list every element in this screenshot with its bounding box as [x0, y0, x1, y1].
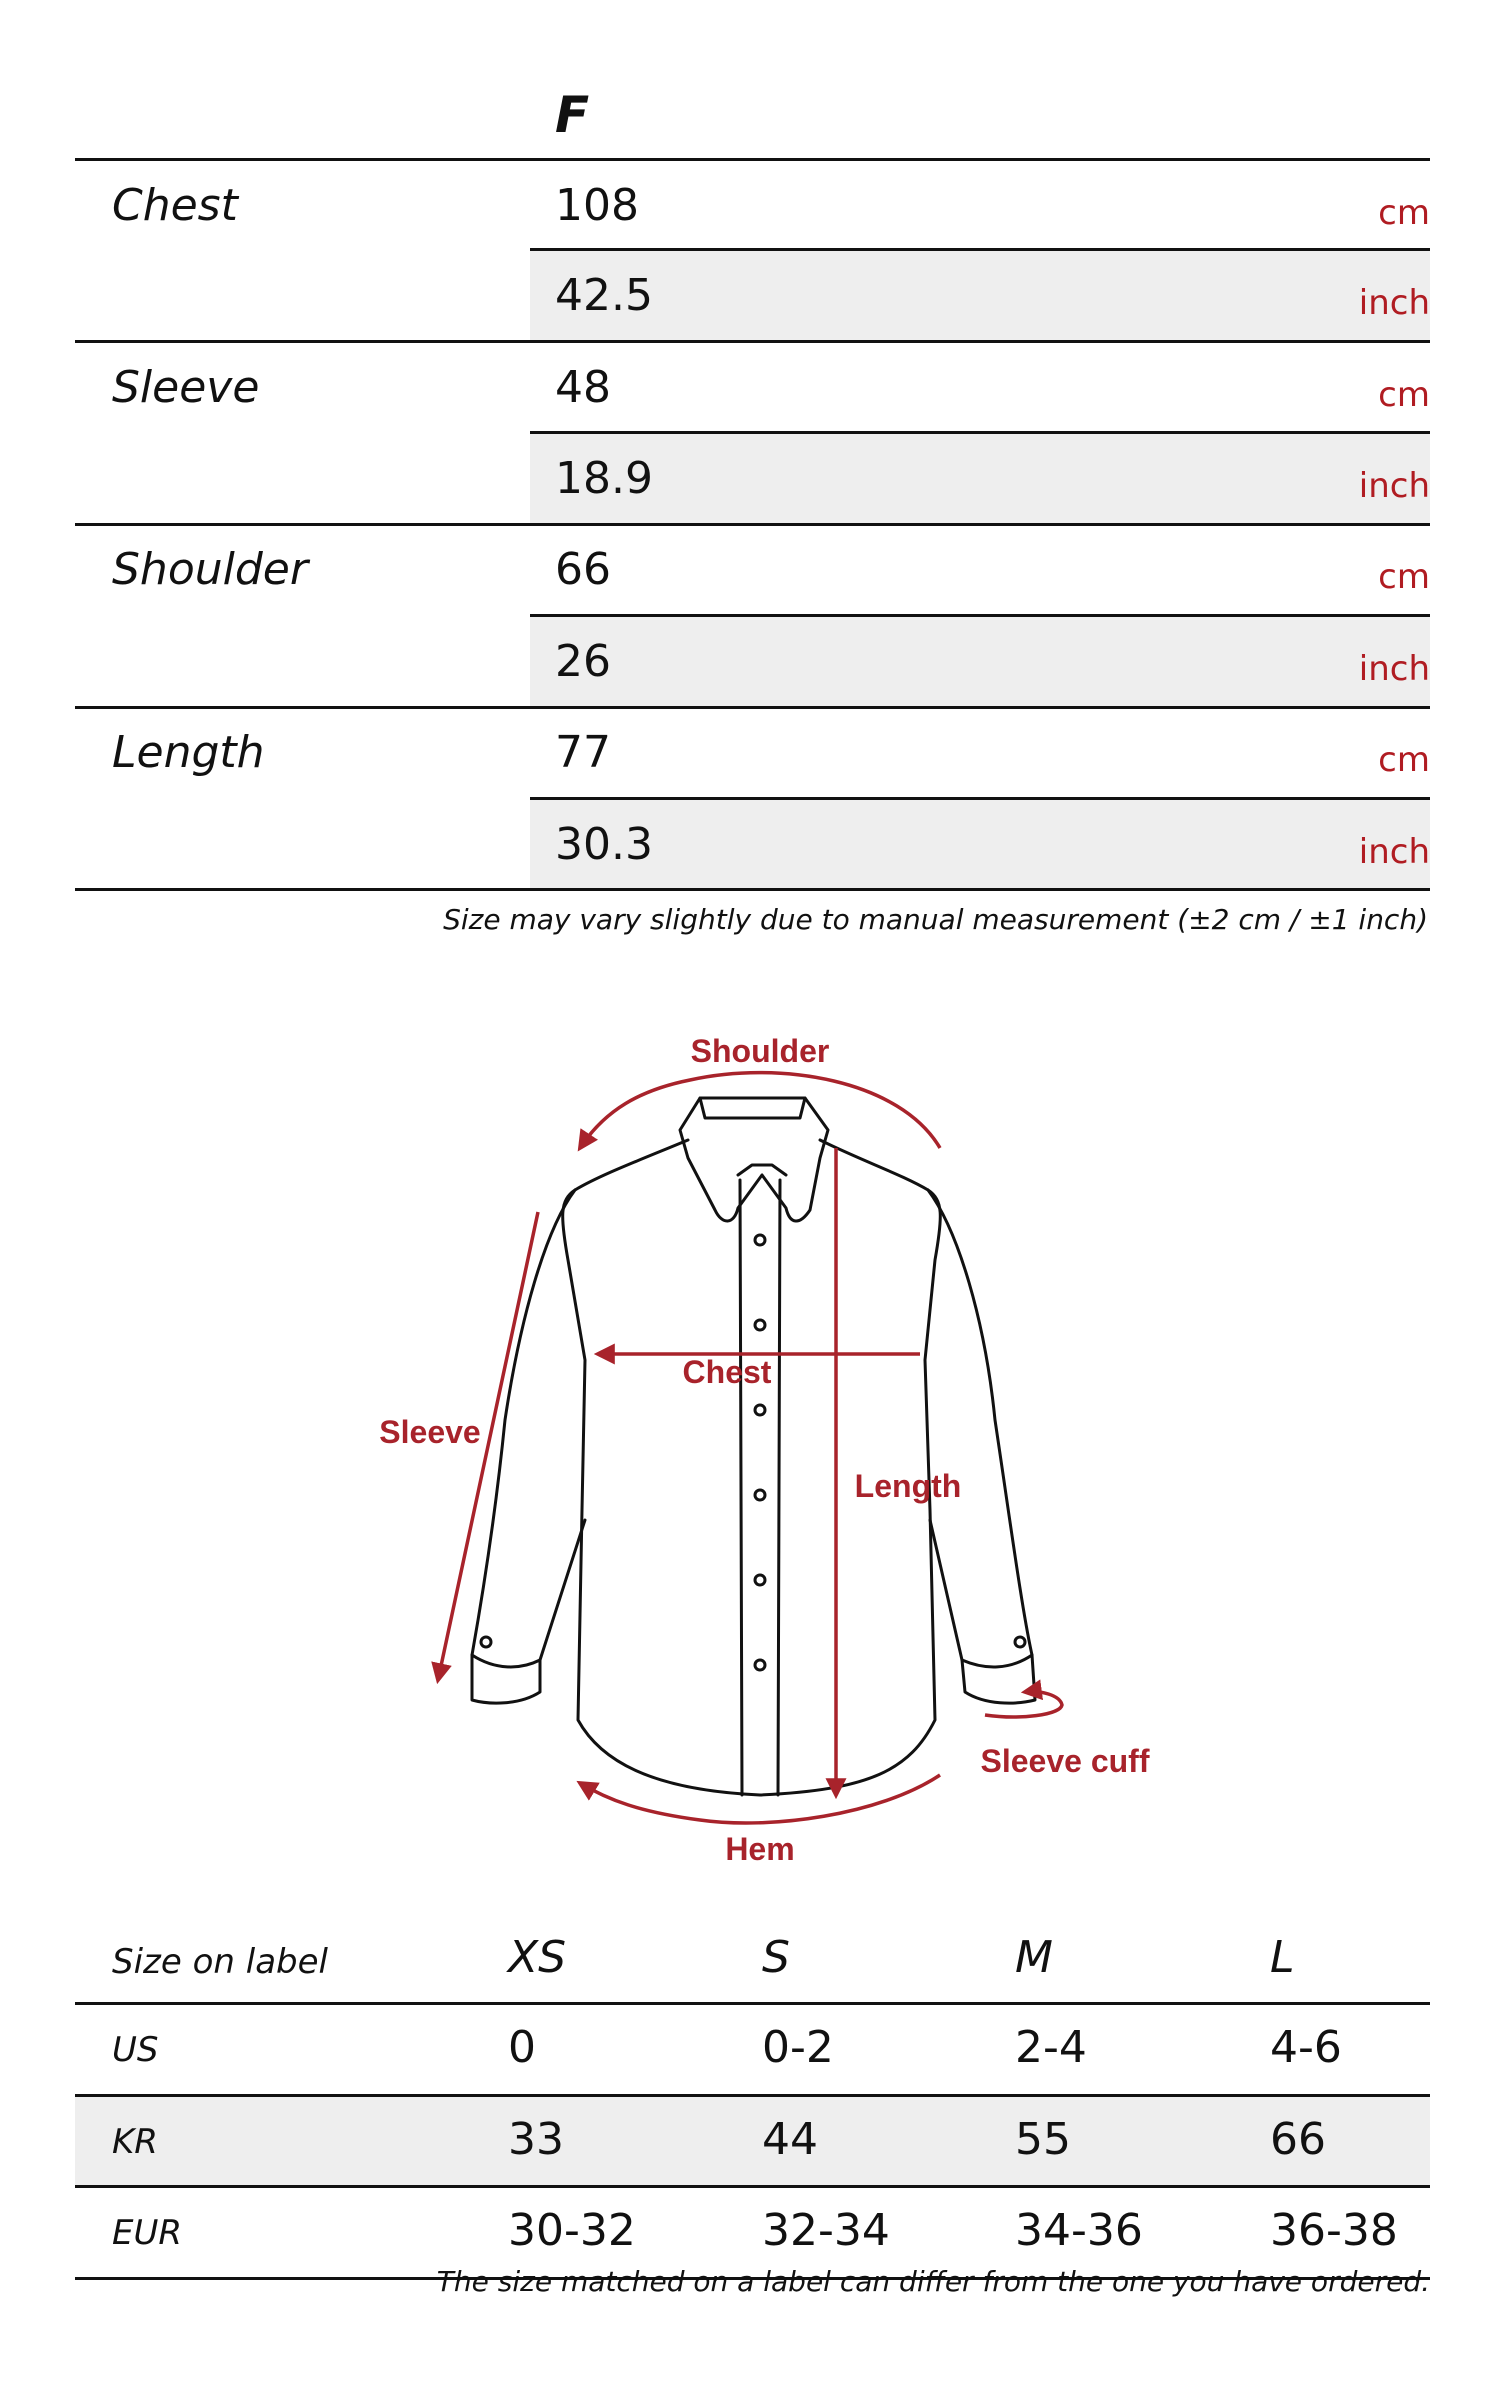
measurement-note: Size may vary slightly due to manual measurement (±2 cm / ±1 inch): [443, 903, 1428, 936]
conv-label-us: US: [112, 2030, 159, 2070]
row-bg-length-inch: [530, 799, 1430, 889]
conv-label-eur: EUR: [112, 2213, 182, 2253]
conv-rule: [75, 2094, 1430, 2097]
sleeve-cuff-arrow: [985, 1692, 1062, 1717]
kr-l-value: 66: [1270, 2114, 1326, 2165]
conv-label-kr: KR: [112, 2122, 158, 2162]
size-xs-header: XS: [508, 1932, 567, 1983]
sleeve-label: Sleeve: [379, 1414, 481, 1450]
row-bg-chest-inch: [530, 250, 1430, 340]
chest-inch-value: 42.5: [555, 270, 653, 321]
hem-arrow: [580, 1775, 940, 1823]
shirt-diagram: [0, 1000, 1500, 1880]
right-sleeve: [928, 1190, 1035, 1703]
sleeve-cm-value: 48: [555, 362, 611, 413]
table-rule: [530, 248, 1430, 251]
shoulder-label: Shoulder: [690, 1033, 830, 1069]
us-s-value: 0-2: [762, 2022, 834, 2073]
placket: [740, 1180, 742, 1795]
collar: [680, 1098, 828, 1221]
sleeve-cuff-label: Sleeve cuff: [980, 1743, 1150, 1779]
length-inch-value: 30.3: [555, 819, 653, 870]
unit-cm: cm: [1378, 375, 1430, 415]
size-l-header: L: [1270, 1932, 1295, 1983]
measure-label-length: Length: [112, 727, 265, 778]
chest-cm-value: 108: [555, 180, 639, 231]
shirt-outline: [472, 1098, 1035, 1795]
length-cm-value: 77: [555, 727, 611, 778]
size-s-header: S: [762, 1932, 790, 1983]
kr-row-bg: [75, 2095, 1430, 2185]
table-rule: [75, 706, 1430, 709]
hem-label: Hem: [725, 1831, 795, 1867]
shoulder-inch-value: 26: [555, 636, 611, 687]
measure-label-shoulder: Shoulder: [112, 544, 308, 595]
length-label: Length: [854, 1468, 962, 1504]
unit-inch: inch: [1358, 466, 1430, 506]
conv-rule-top: [75, 2002, 1430, 2005]
kr-m-value: 55: [1015, 2114, 1071, 2165]
sleeve-inch-value: 18.9: [555, 453, 653, 504]
unit-cm: cm: [1378, 557, 1430, 597]
measure-label-chest: Chest: [112, 180, 238, 231]
shoulder-arrow: [580, 1073, 940, 1148]
eur-xs-value: 30-32: [508, 2205, 636, 2256]
unit-inch: inch: [1358, 283, 1430, 323]
shoulder-cm-value: 66: [555, 544, 611, 595]
eur-s-value: 32-34: [762, 2205, 890, 2256]
chest-label: Chest: [682, 1354, 772, 1390]
us-l-value: 4-6: [1270, 2022, 1342, 2073]
eur-l-value: 36-38: [1270, 2205, 1398, 2256]
unit-cm: cm: [1378, 740, 1430, 780]
unit-inch: inch: [1358, 649, 1430, 689]
table-rule-bottom: [75, 888, 1430, 891]
table-rule: [75, 523, 1430, 526]
table-rule: [530, 797, 1430, 800]
size-header: F: [555, 86, 590, 144]
kr-s-value: 44: [762, 2114, 818, 2165]
measure-label-sleeve: Sleeve: [112, 362, 260, 413]
unit-inch: inch: [1358, 832, 1430, 872]
table-rule: [530, 431, 1430, 434]
table-rule: [530, 614, 1430, 617]
size-on-label-header: Size on label: [112, 1942, 328, 1982]
eur-m-value: 34-36: [1015, 2205, 1143, 2256]
table-rule: [75, 340, 1430, 343]
conv-rule: [75, 2185, 1430, 2188]
size-m-header: M: [1015, 1932, 1053, 1983]
table-rule-top: [75, 158, 1430, 161]
kr-xs-value: 33: [508, 2114, 564, 2165]
row-bg-sleeve-inch: [530, 433, 1430, 523]
conversion-note: The size matched on a label can differ from the one you have ordered.: [436, 2265, 1430, 2298]
us-xs-value: 0: [508, 2022, 536, 2073]
unit-cm: cm: [1378, 193, 1430, 233]
us-m-value: 2-4: [1015, 2022, 1087, 2073]
row-bg-shoulder-inch: [530, 616, 1430, 706]
